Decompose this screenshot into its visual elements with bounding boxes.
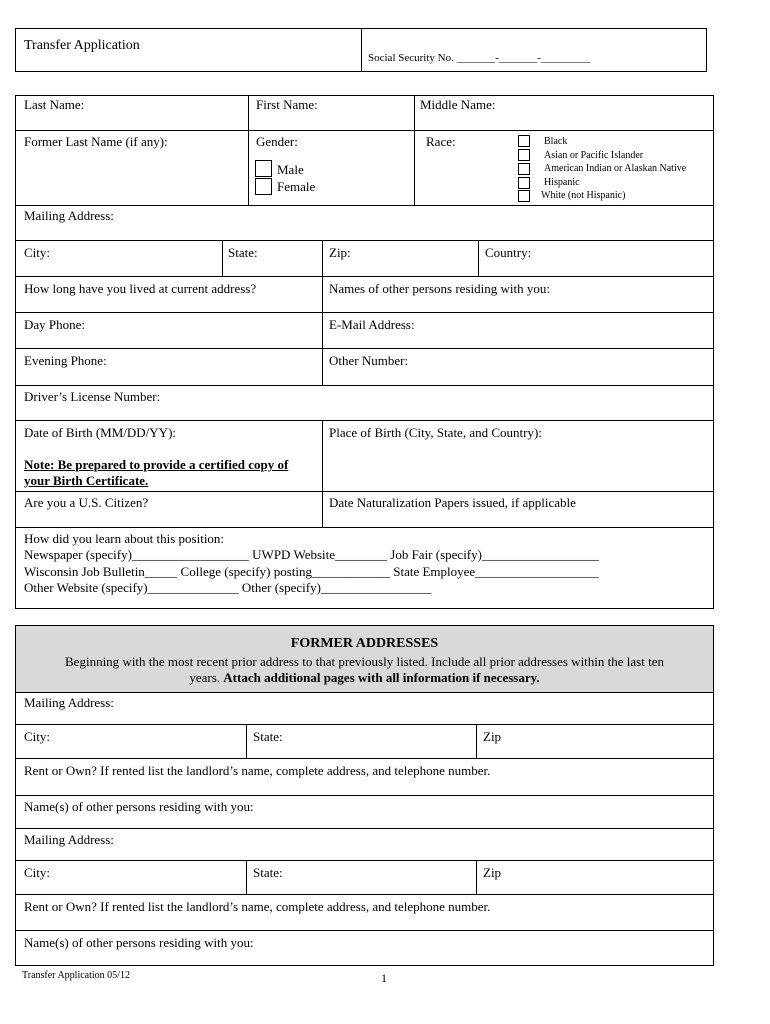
race-native-label: American Indian or Alaskan Native — [544, 163, 687, 174]
race-hispanic-checkbox[interactable] — [518, 177, 530, 189]
race-native-checkbox[interactable] — [518, 163, 530, 175]
gender-female-label: Female — [277, 179, 316, 194]
other-residents-field[interactable]: Names of other persons residing with you: — [329, 281, 550, 296]
country-field[interactable]: Country: — [485, 245, 532, 260]
former-city-1-field[interactable]: City: — [24, 729, 51, 744]
race-asian-label: Asian or Pacific Islander — [544, 150, 644, 161]
race-white-label: White (not Hispanic) — [541, 190, 626, 201]
date-of-birth-field[interactable]: Date of Birth (MM/DD/YY): — [24, 425, 177, 440]
ssn-field[interactable]: Social Security No. _______-_______-_________ — [368, 52, 591, 64]
page-number: 1 — [381, 971, 387, 985]
naturalization-date-field[interactable]: Date Naturalization Papers issued, if applicable — [329, 495, 576, 510]
intro-attach-note: Attach additional pages with all information if necessary. — [223, 670, 540, 685]
former-zip-1-field[interactable]: Zip — [483, 729, 502, 744]
last-name-field[interactable]: Last Name: — [24, 97, 85, 112]
intro-years-text: years. — [189, 670, 221, 685]
race-white-checkbox[interactable] — [518, 190, 530, 202]
other-number-field[interactable]: Other Number: — [329, 353, 409, 368]
drivers-license-field[interactable]: Driver’s License Number: — [24, 389, 161, 404]
state-field[interactable]: State: — [228, 245, 258, 260]
former-rent-own-1-field[interactable]: Rent or Own? If rented list the landlord’s name, complete address, and telephone number. — [24, 763, 491, 778]
us-citizen-field[interactable]: Are you a U.S. Citizen? — [24, 495, 149, 510]
former-mailing-address-2-field[interactable]: Mailing Address: — [24, 832, 114, 847]
city-field[interactable]: City: — [24, 245, 51, 260]
former-addresses-title: FORMER ADDRESSES — [290, 636, 439, 651]
header-divider — [361, 28, 362, 72]
former-zip-2-field[interactable]: Zip — [483, 865, 502, 880]
first-name-field[interactable]: First Name: — [256, 97, 318, 112]
place-of-birth-field[interactable]: Place of Birth (City, State, and Country): — [329, 425, 542, 440]
former-addresses-intro-line2 — [15, 670, 714, 685]
former-state-2-field[interactable]: State: — [253, 865, 283, 880]
race-hispanic-label: Hispanic — [544, 177, 580, 188]
gender-label: Gender: — [256, 134, 298, 149]
form-title: Transfer Application — [24, 38, 140, 53]
gender-male-checkbox[interactable] — [255, 160, 272, 177]
race-label: Race: — [426, 134, 456, 149]
birth-certificate-note-line2: your Birth Certificate. — [24, 473, 149, 488]
evening-phone-field[interactable]: Evening Phone: — [24, 353, 107, 368]
race-black-label: Black — [544, 136, 568, 147]
former-last-name-field[interactable]: Former Last Name (if any): — [24, 134, 168, 149]
learn-options-line3[interactable]: Other Website (specify)______________ Other (specify)_________________ — [24, 580, 432, 595]
race-black-checkbox[interactable] — [518, 135, 530, 147]
middle-name-field[interactable]: Middle Name: — [420, 97, 496, 112]
day-phone-field[interactable]: Day Phone: — [24, 317, 86, 332]
learn-options-line1[interactable]: Newspaper (specify)__________________ UWPD Website________ Job Fair (specify)__________________ — [24, 547, 599, 562]
gender-female-checkbox[interactable] — [255, 178, 272, 195]
residence-duration-field[interactable]: How long have you lived at current address? — [24, 281, 257, 296]
form-revision-id: Transfer Application 05/12 — [22, 970, 130, 981]
zip-field[interactable]: Zip: — [329, 245, 351, 260]
email-field[interactable]: E-Mail Address: — [329, 317, 415, 332]
birth-certificate-note-line1: Note: Be prepared to provide a certified copy of — [24, 457, 289, 472]
learn-about-position-label: How did you learn about this position: — [24, 531, 225, 546]
former-other-residents-2-field[interactable]: Name(s) of other persons residing with you: — [24, 935, 254, 950]
former-addresses-intro-line1: Beginning with the most recent prior address to that previously listed. Include all prior addresses within the last ten — [65, 654, 664, 669]
former-rent-own-2-field[interactable]: Rent or Own? If rented list the landlord’s name, complete address, and telephone number. — [24, 899, 491, 914]
mailing-address-field[interactable]: Mailing Address: — [24, 208, 114, 223]
race-asian-checkbox[interactable] — [518, 149, 530, 161]
former-state-1-field[interactable]: State: — [253, 729, 283, 744]
former-other-residents-1-field[interactable]: Name(s) of other persons residing with you: — [24, 799, 254, 814]
gender-male-label: Male — [277, 162, 304, 177]
former-mailing-address-1-field[interactable]: Mailing Address: — [24, 695, 114, 710]
former-city-2-field[interactable]: City: — [24, 865, 51, 880]
learn-options-line2[interactable]: Wisconsin Job Bulletin_____ College (specify) posting____________ State Employee___________________ — [24, 564, 599, 579]
